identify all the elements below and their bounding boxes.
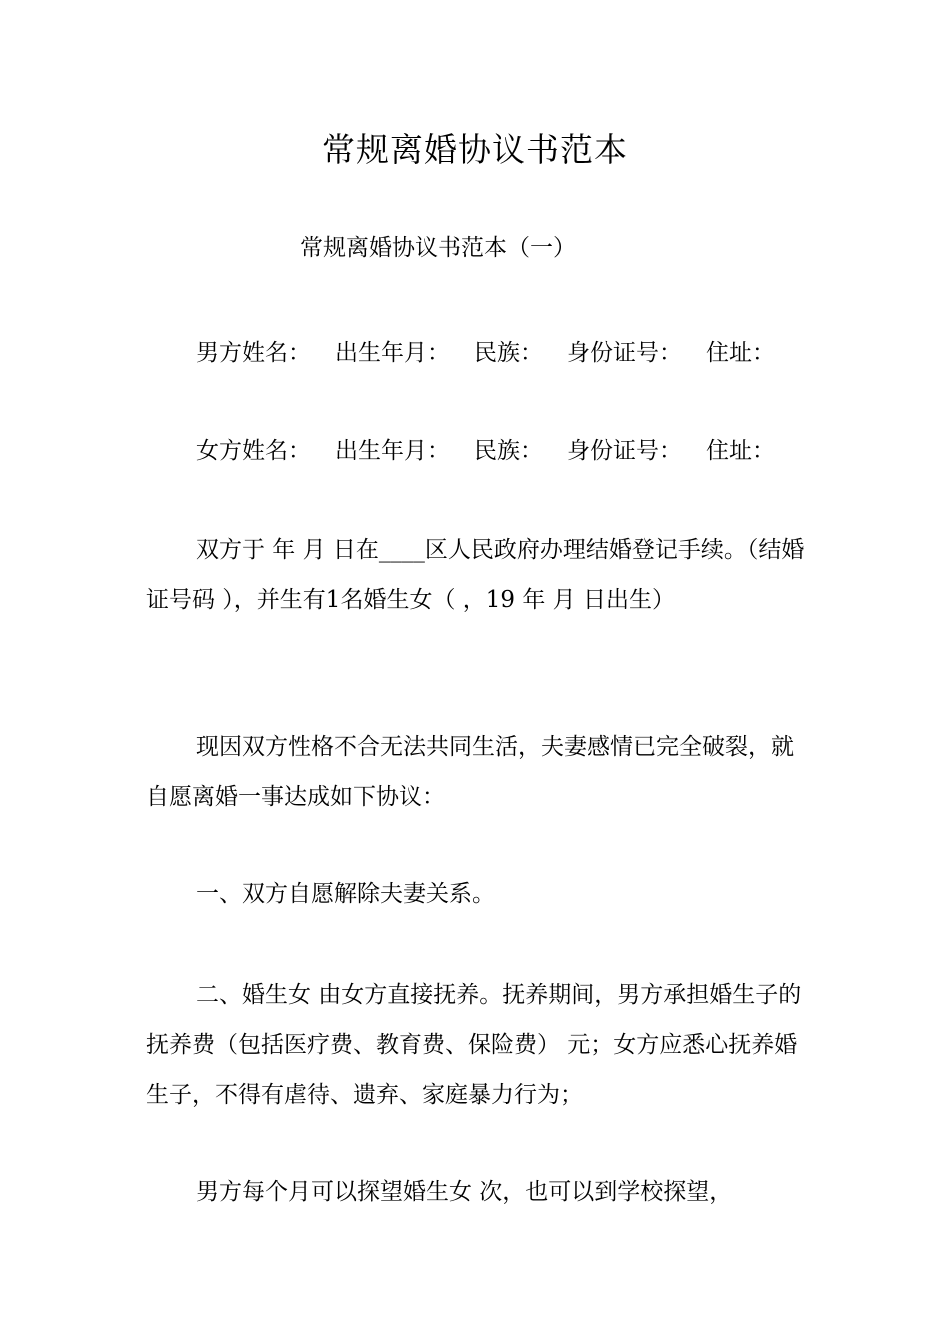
clause-two-paragraph: 二、婚生女 由女方直接抚养。抚养期间，男方承担婚生子的抚养费（包括医疗费、教育费、保险费） 元；女方应悉心抚养婚生子，不得有虐待、遗弃、家庭暴力行为； [146, 982, 802, 1108]
clause-one-paragraph: 一、双方自愿解除夫妻关系。 [196, 881, 495, 907]
male-ethnicity-label: 民族： [474, 340, 543, 366]
male-address-label: 住址： [706, 340, 775, 366]
female-id-label: 身份证号： [567, 438, 682, 464]
female-name-label: 女方姓名： [196, 438, 311, 464]
document-subtitle: 常规离婚协议书范本（一） [300, 235, 576, 261]
male-id-label: 身份证号： [567, 340, 682, 366]
male-name-label: 男方姓名： [196, 340, 311, 366]
female-info-line [146, 426, 810, 476]
visitation-paragraph: 男方每个月可以探望婚生女 次，也可以到学校探望， [196, 1179, 733, 1205]
female-ethnicity-label: 民族： [474, 438, 543, 464]
marriage-registration-paragraph: 双方于 年 月 日在____区人民政府办理结婚登记手续。（结婚证号码 ），并生有1名婚生女（ ，19 年 月 日出生） [146, 537, 805, 613]
document-title: 常规离婚协议书范本 [322, 130, 628, 169]
female-birth-label: 出生年月： [335, 438, 450, 464]
male-info-line [146, 328, 810, 378]
divorce-reason-paragraph: 现因双方性格不合无法共同生活，夫妻感情已完全破裂，就自愿离婚一事达成如下协议： [146, 734, 794, 810]
male-birth-label: 出生年月： [335, 340, 450, 366]
female-address-label: 住址： [706, 438, 775, 464]
